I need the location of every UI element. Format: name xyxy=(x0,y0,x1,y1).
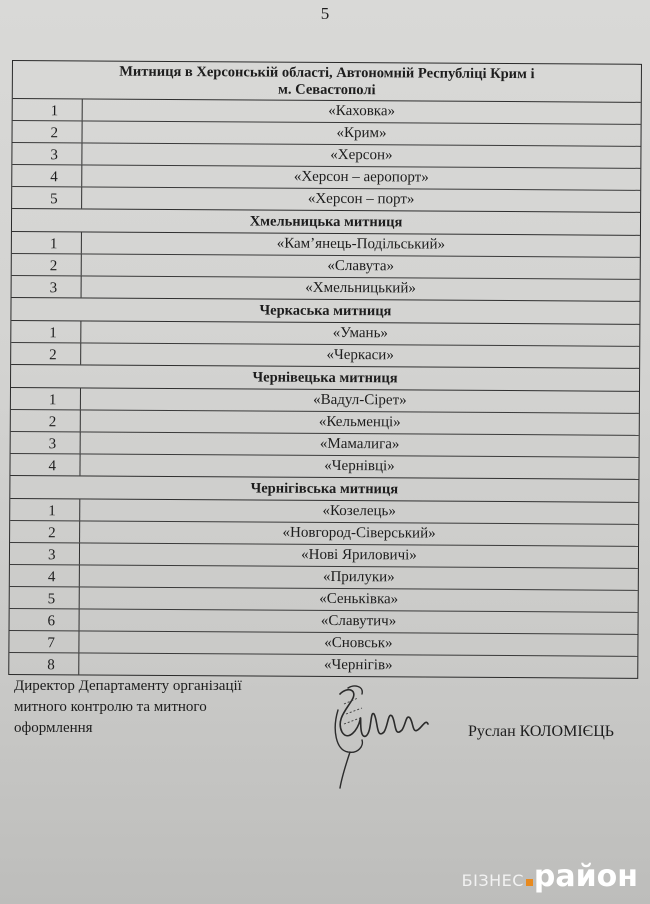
section-title: Черкаська митниця xyxy=(11,298,639,325)
watermark-prefix: БІЗНЕС xyxy=(461,871,524,890)
row-name: «Херсон» xyxy=(330,146,393,164)
section-title: Хмельницька митниця xyxy=(12,209,640,236)
row-number: 4 xyxy=(10,565,80,586)
watermark-brand: район xyxy=(533,859,638,894)
row-number: 1 xyxy=(13,99,83,120)
row-name: «Кельменці» xyxy=(318,413,401,431)
table-row xyxy=(9,653,637,678)
row-number: 4 xyxy=(12,165,82,186)
row-name: «Чернігів» xyxy=(323,656,393,674)
handwritten-signature-icon xyxy=(318,680,438,790)
section-title-line: м. Севастополі xyxy=(278,81,376,99)
section-rows xyxy=(12,99,641,213)
section-title xyxy=(13,61,641,103)
signatory-position xyxy=(14,676,314,739)
section-title: Чернівецька митниця xyxy=(11,365,639,392)
row-name: «Мамалига» xyxy=(319,435,400,453)
row-name: «Черкаси» xyxy=(326,346,394,364)
row-number: 2 xyxy=(11,343,81,364)
signatory-name: Руслан КОЛОМІЄЦЬ xyxy=(468,723,614,740)
row-name: «Вадул-Сірет» xyxy=(313,391,407,409)
row-number: 1 xyxy=(11,388,81,409)
row-number: 1 xyxy=(10,499,80,520)
row-number: 3 xyxy=(12,143,82,164)
row-name: «Сновськ» xyxy=(324,634,393,652)
row-name: «Новгород-Сіверський» xyxy=(282,524,436,542)
row-number: 5 xyxy=(12,187,82,208)
position-line: Директор Департаменту організації xyxy=(14,678,242,694)
row-name: «Кам’янець-Подільський» xyxy=(276,235,446,253)
row-number: 3 xyxy=(12,276,82,297)
section-title-line: Митниця в Херсонській області, Автономній Республіці Крим і xyxy=(119,63,535,83)
row-number: 2 xyxy=(11,410,81,431)
row-name: «Козелець» xyxy=(322,502,396,520)
row-name: «Хмельницький» xyxy=(305,279,416,297)
row-number: 2 xyxy=(10,521,80,542)
row-name: «Славутич» xyxy=(320,612,397,630)
row-name: «Прилуки» xyxy=(322,568,395,586)
watermark-logo xyxy=(461,859,638,894)
row-number: 3 xyxy=(11,432,81,453)
row-number: 3 xyxy=(10,543,80,564)
row-name: «Сеньківка» xyxy=(319,590,399,608)
position-line: митного контролю та митного xyxy=(14,699,207,715)
row-number: 1 xyxy=(12,232,82,253)
customs-table xyxy=(8,60,642,679)
logo-dot-icon xyxy=(526,879,533,886)
row-number: 7 xyxy=(9,631,79,652)
row-number: 5 xyxy=(10,587,80,608)
row-number: 1 xyxy=(11,321,81,342)
row-number: 8 xyxy=(9,653,79,674)
page-number: 5 xyxy=(320,4,330,23)
row-name: «Каховка» xyxy=(328,102,396,120)
row-number: 2 xyxy=(12,121,82,142)
row-name: «Херсон – порт» xyxy=(307,190,415,208)
row-name: «Чернівці» xyxy=(324,457,395,475)
row-name: «Нові Яриловичі» xyxy=(301,546,417,564)
row-name: «Славута» xyxy=(327,257,395,275)
row-name: «Умань» xyxy=(332,324,388,342)
row-number: 6 xyxy=(10,609,80,630)
section-title: Чернігівська митниця xyxy=(10,476,638,503)
row-name: «Крим» xyxy=(336,124,387,142)
row-number: 2 xyxy=(12,254,82,275)
row-name: «Херсон – аеропорт» xyxy=(293,168,429,186)
row-number: 4 xyxy=(10,454,80,475)
position-line: оформлення xyxy=(14,720,93,736)
